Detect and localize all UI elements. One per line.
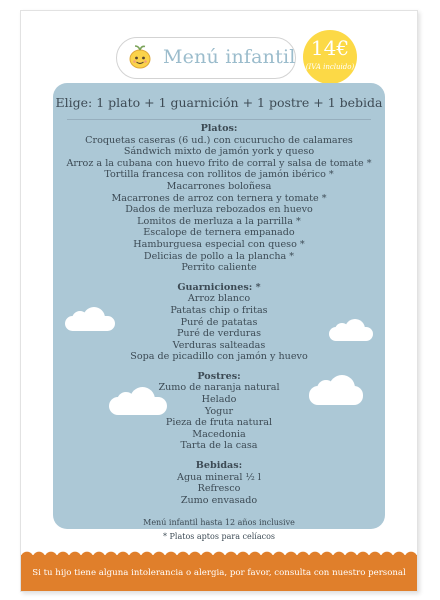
price-amount: 14€	[310, 36, 350, 60]
menu-item: Zumo envasado	[180, 494, 258, 506]
section-title: Bebidas:	[195, 460, 243, 472]
menu-item: Macarrones boloñesa	[166, 180, 272, 192]
menu-item: Tortilla francesa con rollitos de jamón ibérico *	[104, 169, 334, 181]
menu-item: Escalope de ternera empanado	[143, 227, 295, 239]
price-note: (IVA incluido)	[305, 63, 355, 71]
menu-title: Menú infantil	[163, 46, 296, 68]
menu-item: Tarta de la casa	[180, 440, 258, 452]
menu-item: Sándwich mixto de jamón york y queso	[123, 146, 315, 158]
menu-item: Macedonia	[192, 428, 246, 440]
title-banner	[116, 37, 296, 79]
age-note: Menú infantil hasta 12 años inclusive	[143, 518, 295, 528]
menu-item: Puré de patatas	[180, 316, 258, 328]
menu-card	[53, 83, 385, 542]
menu-item: Zumo de naranja natural	[158, 382, 280, 394]
section-title: Postres:	[197, 370, 241, 382]
menu-item: Patatas chip o fritas	[170, 304, 268, 316]
menu-item: Puré de verduras	[176, 328, 262, 340]
allergy-notice: Si tu hijo tiene alguna intolerancia o alergia, por favor, consulta con nuestro personal	[32, 568, 406, 578]
section-title: Guarniciones: *	[177, 281, 261, 293]
menu-item: Arroz blanco	[187, 293, 251, 305]
menu-item: Refresco	[197, 483, 241, 495]
smiling-face-icon	[127, 44, 153, 70]
section-bebidas	[53, 460, 385, 506]
menu-sheet	[20, 10, 418, 592]
price-badge	[303, 30, 357, 84]
menu-item: Arroz a la cubana con huevo frito de corral y salsa de tomate *	[66, 157, 372, 169]
menu-item: Yogur	[204, 405, 234, 417]
section-postres	[53, 371, 385, 452]
section-title: Platos:	[200, 123, 238, 134]
celiac-note: * Platos aptos para celíacos	[162, 532, 276, 542]
menu-item: Croquetas caseras (6 ud.) con cucurucho de calamares	[85, 134, 353, 146]
section-platos	[53, 123, 385, 274]
menu-item: Perrito caliente	[181, 262, 257, 274]
menu-item: Macarrones de arroz con ternera y tomate *	[111, 192, 327, 204]
menu-content	[53, 123, 385, 543]
allergy-footer	[21, 555, 417, 591]
menu-item: Agua mineral ½ l	[177, 471, 261, 483]
menu-item: Sopa de picadillo con jamón y huevo	[130, 351, 308, 363]
menu-instructions: Elige: 1 plato + 1 guarnición + 1 postre + 1 bebida	[55, 95, 383, 110]
section-guarniciones	[53, 282, 385, 363]
divider	[67, 119, 371, 120]
menu-item: Hamburguesa especial con queso *	[133, 238, 305, 250]
menu-item: Helado	[201, 394, 237, 406]
menu-item: Lomitos de merluza a la parrilla *	[137, 215, 301, 227]
menu-item: Pieza de fruta natural	[165, 417, 273, 429]
menu-item: Dados de merluza rebozados en huevo	[125, 204, 313, 216]
menu-item: Verduras salteadas	[172, 339, 266, 351]
menu-item: Delicias de pollo a la plancha *	[143, 250, 295, 262]
